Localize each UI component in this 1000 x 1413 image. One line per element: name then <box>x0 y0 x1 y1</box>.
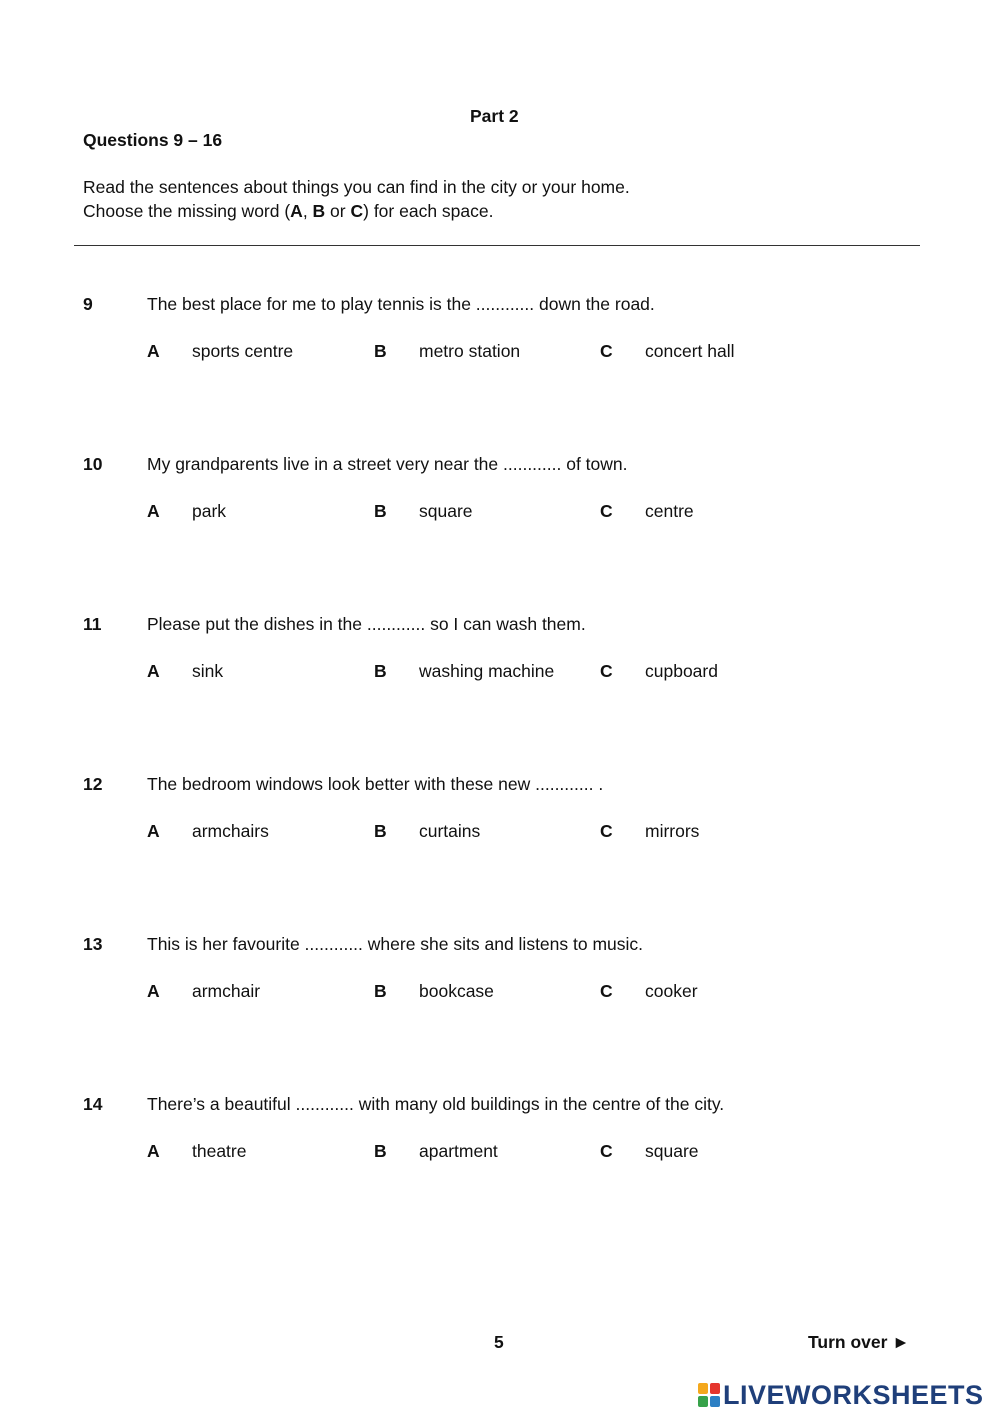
instruction-line-2 <box>83 201 493 222</box>
option-b-letter[interactable]: B <box>374 341 387 361</box>
option-b-letter[interactable]: B <box>374 1141 387 1161</box>
question-number: 10 <box>83 454 103 474</box>
question-text: There’s a beautiful ............ with many old buildings in the centre of the city. <box>147 1094 725 1114</box>
instruction-line-1: Read the sentences about things you can find in the city or your home. <box>83 177 630 197</box>
question-text: Please put the dishes in the ............ so I can wash them. <box>147 614 586 634</box>
logo-text: LIVEWORKSHEETS <box>723 1379 984 1410</box>
option-c-letter[interactable]: C <box>600 821 613 841</box>
option-b-letter[interactable]: B <box>374 501 387 521</box>
instruction-text: ) for each space. <box>363 201 494 221</box>
option-a-letter[interactable]: A <box>147 501 160 521</box>
instruction-letter-b: B <box>312 201 326 221</box>
option-a-letter[interactable]: A <box>147 341 160 361</box>
turn-over-label: Turn over ► <box>808 1332 910 1352</box>
question-number: 11 <box>83 614 102 634</box>
page-number: 5 <box>494 1332 504 1352</box>
option-a-letter[interactable]: A <box>147 661 160 681</box>
instruction-text: Choose the missing word ( <box>83 201 291 221</box>
logo-square-icon <box>698 1396 708 1407</box>
option-a-word[interactable]: theatre <box>192 1141 247 1161</box>
question-text: My grandparents live in a street very near the ............ of town. <box>147 454 628 474</box>
option-b-letter[interactable]: B <box>374 821 387 841</box>
option-c-word[interactable]: concert hall <box>645 341 735 361</box>
option-a-letter[interactable]: A <box>147 981 160 1001</box>
question-number: 13 <box>83 934 103 954</box>
option-c-letter[interactable]: C <box>600 1141 613 1161</box>
question-12 <box>0 774 1000 854</box>
option-a-letter[interactable]: A <box>147 821 160 841</box>
option-a-letter[interactable]: A <box>147 1141 160 1161</box>
option-c-word[interactable]: mirrors <box>645 821 700 841</box>
question-number: 9 <box>83 294 93 314</box>
question-13 <box>0 934 1000 1014</box>
logo-square-icon <box>710 1396 720 1407</box>
option-a-word[interactable]: park <box>192 501 227 521</box>
option-a-word[interactable]: sports centre <box>192 341 294 361</box>
logo-square-icon <box>698 1383 708 1394</box>
option-c-word[interactable]: square <box>645 1141 699 1161</box>
question-text: The bedroom windows look better with these new ............ . <box>147 774 604 794</box>
question-text: The best place for me to play tennis is the ............ down the road. <box>147 294 655 314</box>
instruction-letter-c: C <box>350 201 364 221</box>
question-number: 14 <box>83 1094 103 1114</box>
option-b-word[interactable]: washing machine <box>419 661 555 681</box>
instruction-letter-a: A <box>290 201 303 221</box>
part-title: Part 2 <box>470 106 519 126</box>
option-c-word[interactable]: centre <box>645 501 694 521</box>
instruction-text: or <box>325 201 351 221</box>
option-c-letter[interactable]: C <box>600 661 613 681</box>
question-14 <box>0 1094 1000 1174</box>
option-b-word[interactable]: bookcase <box>419 981 494 1001</box>
liveworksheets-logo <box>698 1380 984 1410</box>
option-c-letter[interactable]: C <box>600 501 613 521</box>
logo-square-icon <box>710 1383 720 1394</box>
question-10 <box>0 454 1000 534</box>
option-b-letter[interactable]: B <box>374 981 387 1001</box>
question-text: This is her favourite ............ where she sits and listens to music. <box>147 934 644 954</box>
option-c-letter[interactable]: C <box>600 341 613 361</box>
logo-icon <box>698 1383 720 1407</box>
option-c-letter[interactable]: C <box>600 981 613 1001</box>
option-b-word[interactable]: apartment <box>419 1141 498 1161</box>
option-b-letter[interactable]: B <box>374 661 387 681</box>
option-a-word[interactable]: armchair <box>192 981 261 1001</box>
question-9 <box>0 294 1000 374</box>
option-a-word[interactable]: armchairs <box>192 821 269 841</box>
option-a-word[interactable]: sink <box>192 661 224 681</box>
option-b-word[interactable]: metro station <box>419 341 521 361</box>
option-b-word[interactable]: square <box>419 501 473 521</box>
option-b-word[interactable]: curtains <box>419 821 481 841</box>
option-c-word[interactable]: cooker <box>645 981 698 1001</box>
instruction-text: , <box>302 201 313 221</box>
divider <box>74 245 920 246</box>
option-c-word[interactable]: cupboard <box>645 661 718 681</box>
question-number: 12 <box>83 774 103 794</box>
questions-range: Questions 9 – 16 <box>83 130 223 150</box>
question-11 <box>0 614 1000 694</box>
